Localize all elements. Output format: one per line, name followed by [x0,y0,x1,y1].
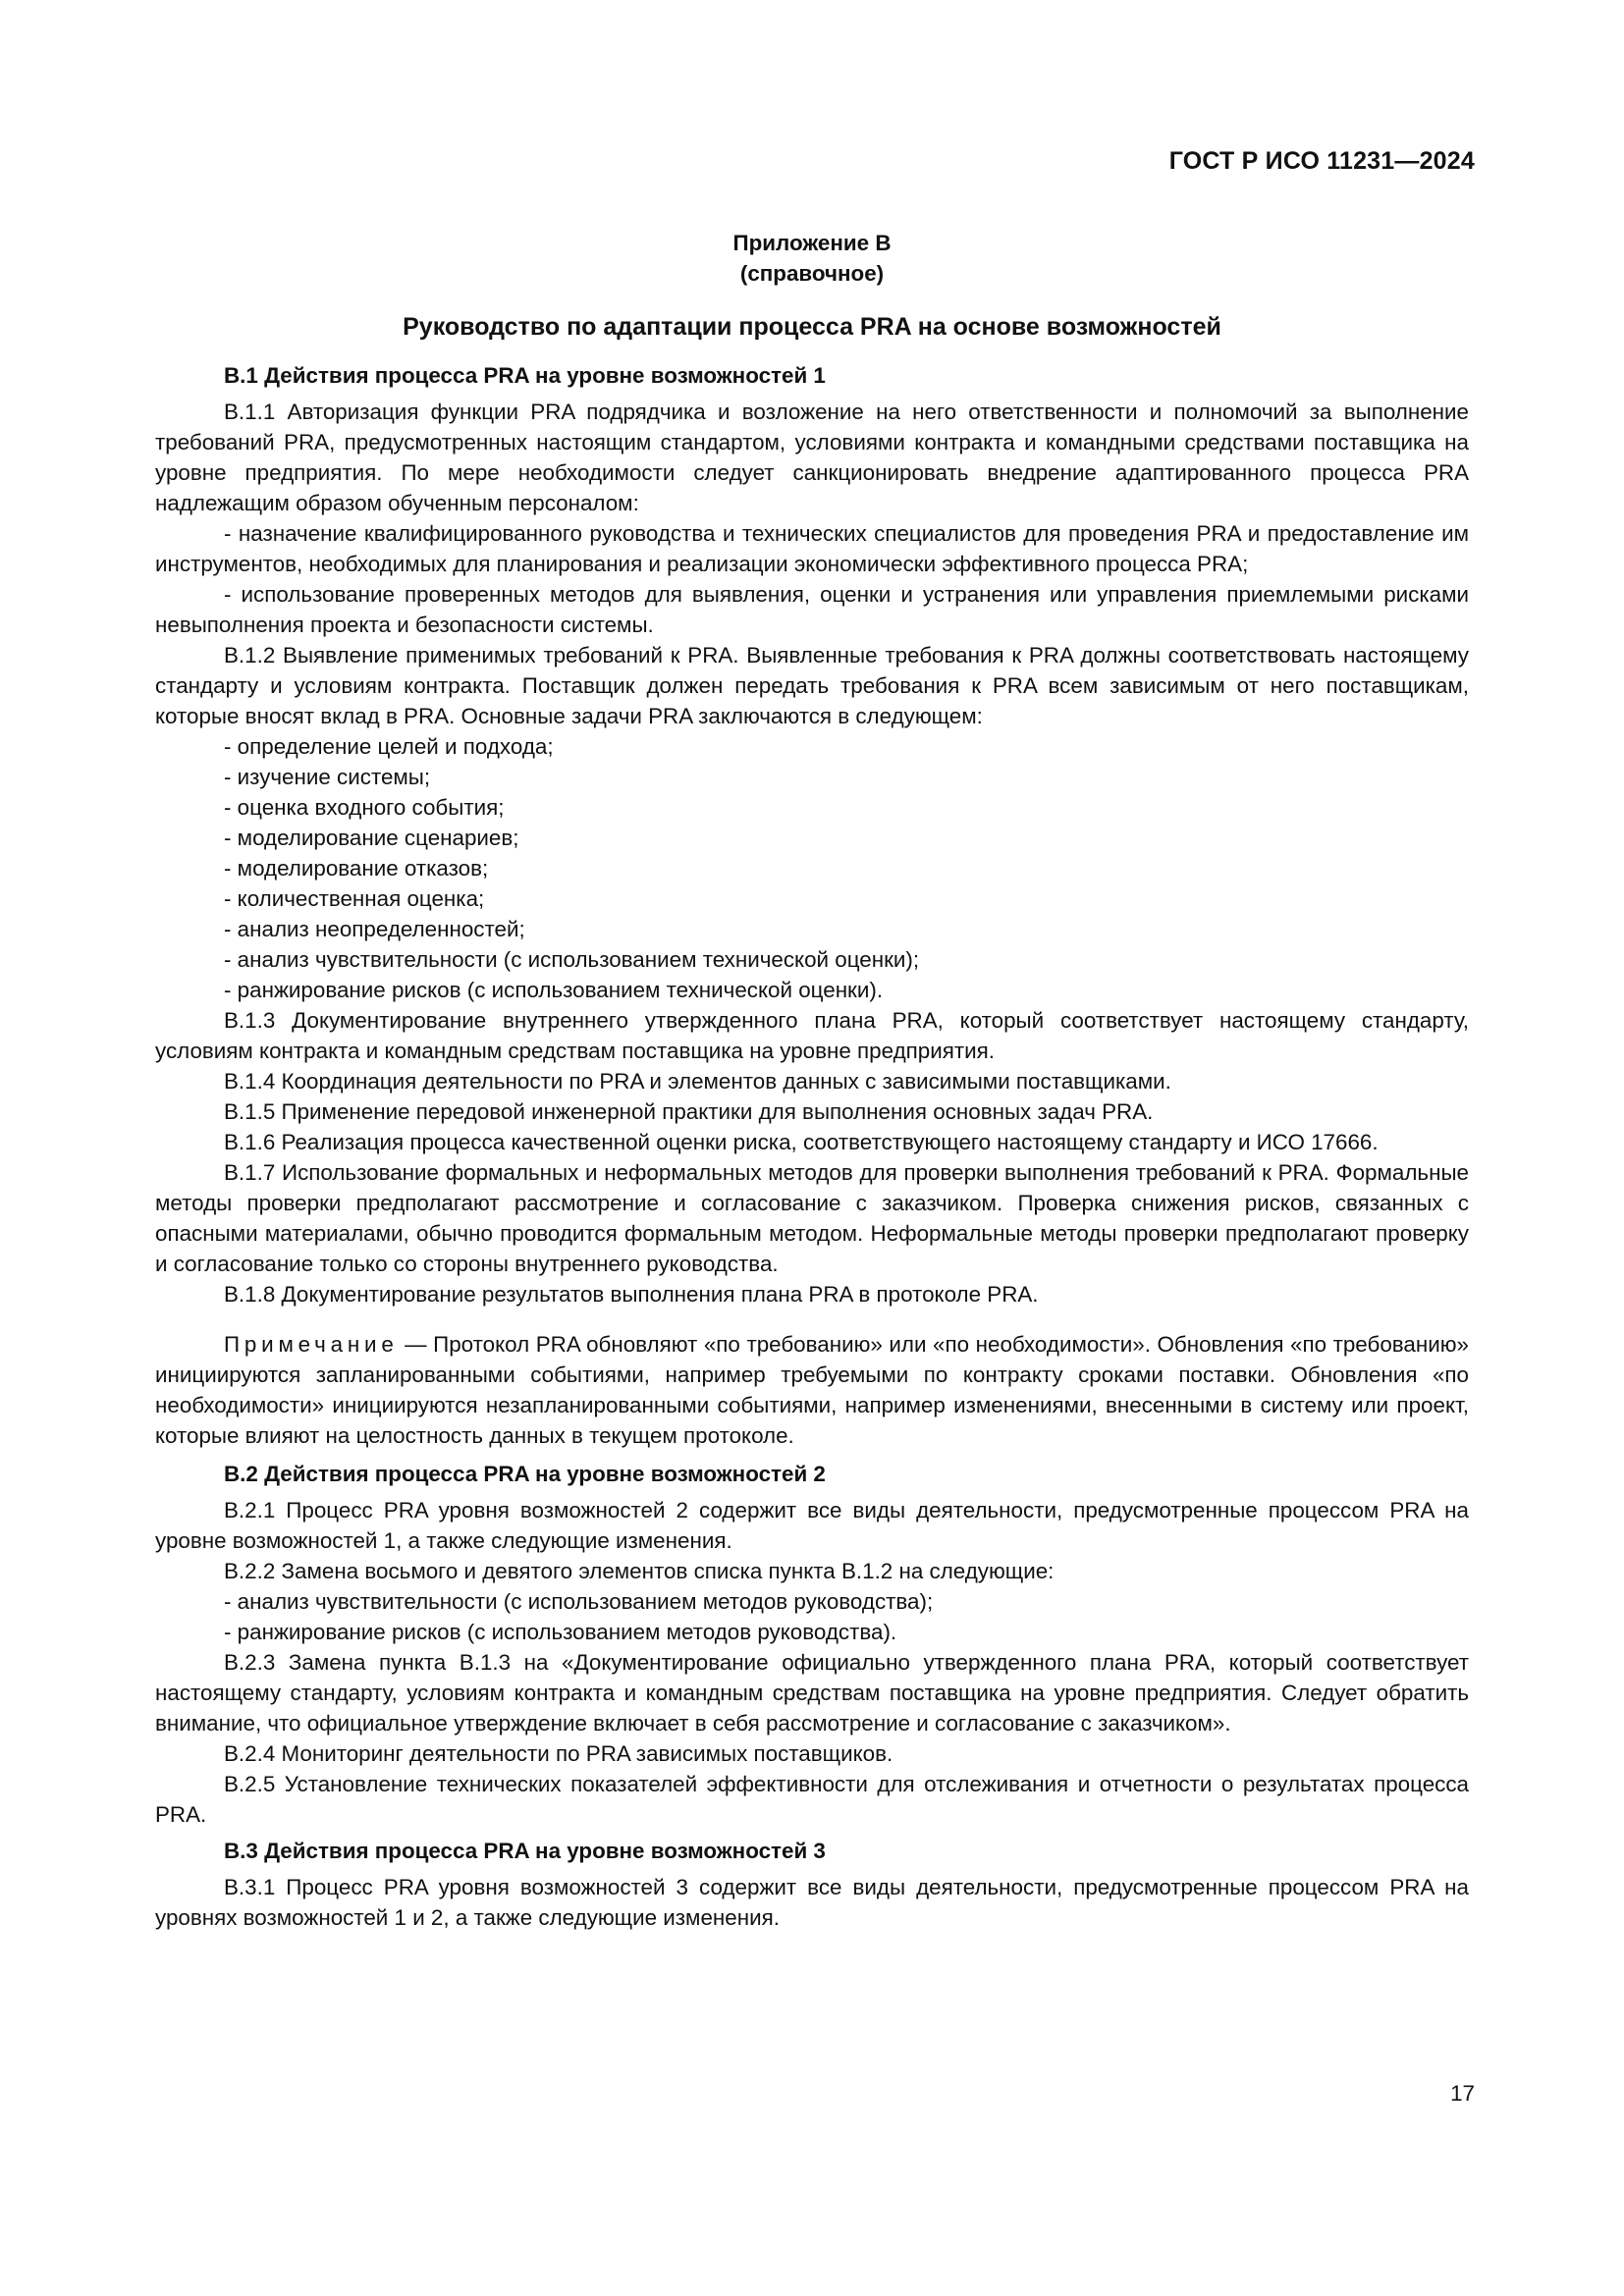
paragraph-b1-8: В.1.8 Документирование результатов выполнения плана PRA в протоколе PRA. [224,1282,1039,1307]
page-body [155,228,1469,1933]
list-item: - ранжирование рисков (с использованием методов руководства). [224,1620,897,1644]
paragraph-b1-5: В.1.5 Применение передовой инженерной практики для выполнения основных задач PRA. [224,1099,1154,1124]
paragraph-b1-4: В.1.4 Координация деятельности по PRA и элементов данных с зависимыми поставщиками. [224,1069,1171,1094]
note-label: Примечание [224,1332,399,1357]
note [155,1329,1469,1451]
paragraph-b1-6: В.1.6 Реализация процесса качественной оценки риска, соответствующего настоящему стандарту и ИСО 17666. [224,1130,1379,1154]
list-item: - назначение квалифицированного руководства и технических специалистов для проведения PRA и предоставление им инструментов, необходимых для планирования и реализации экономически эффективного процесса PRA; [155,521,1469,576]
paragraph-b2-3: В.2.3 Замена пункта В.1.3 на «Документирование официально утвержденного плана PRA, который соответствует настоящему стандарту, условиям контракта и командным средствам поставщика на уровне предприятия. Следует обратить внимание, что официальное утверждение включает в себя рассмотрение и согласование с заказчиком». [155,1650,1469,1735]
section-heading-b1: В.1 Действия процесса PRA на уровне возможностей 1 [224,363,826,388]
note-text: — Протокол PRA обновляют «по требованию» или «по необходимости». Обновления «по требованию» инициируются запланированными событиями, например требуемыми по контракту сроками поставки. Обновления «по необходимости» инициируются незапланированными событиями, например изменениями, внесенными в систему или проект, которые влияют на целостность данных в текущем протоколе. [155,1332,1469,1448]
document-code: ГОСТ Р ИСО 11231—2024 [1168,147,1475,175]
list-item: - использование проверенных методов для выявления, оценки и устранения или управления приемлемыми рисками невыполнения проекта и безопасности системы. [155,582,1469,637]
page-number: 17 [1450,2081,1475,2106]
task-list-item: - моделирование отказов; [224,856,489,881]
paragraph-b1-7: В.1.7 Использование формальных и неформальных методов для проверки выполнения требований к PRA. Формальные методы проверки предполагают рассмотрение и согласование с заказчиком. Проверка снижения рисков, связанных с опасными материалами, обычно проводится формальным методом. Неформальные методы проверки предполагают проверку и согласование только со стороны внутреннего руководства. [155,1160,1469,1276]
task-list-item: - определение целей и подхода; [224,734,554,759]
paragraph-b1-3: В.1.3 Документирование внутреннего утвержденного плана PRA, который соответствует настоящему стандарту, условиям контракта и командным средствам поставщика на уровне предприятия. [155,1008,1469,1063]
section-heading-b3: В.3 Действия процесса PRA на уровне возможностей 3 [224,1839,826,1863]
task-list-item: - анализ неопределенностей; [224,917,525,941]
paragraph-b2-5: В.2.5 Установление технических показателей эффективности для отслеживания и отчетности о результатах процесса PRA. [155,1772,1469,1827]
annex-title: Руководство по адаптации процесса PRA на основе возможностей [403,313,1221,341]
paragraph-b2-4: В.2.4 Мониторинг деятельности по PRA зависимых поставщиков. [224,1741,893,1766]
paragraph-b1-1: В.1.1 Авторизация функции PRA подрядчика и возложение на него ответственности и полномочий за выполнение требований PRA, предусмотренных настоящим стандартом, условиями контракта и командными средствами поставщика на уровне предприятия. По мере необходимости следует санкционировать внедрение адаптированного процесса PRA надлежащим образом обученным персоналом: [155,400,1469,515]
task-list-item: - ранжирование рисков (с использованием технической оценки). [224,978,884,1002]
task-list-item: - оценка входного события; [224,795,505,820]
list-item: - анализ чувствительности (с использованием методов руководства); [224,1589,934,1614]
paragraph-b1-2: В.1.2 Выявление применимых требований к PRA. Выявленные требования к PRA должны соответствовать настоящему стандарту и условиям контракта. Поставщик должен передать требования к PRA всем зависимым от него поставщикам, которые вносят вклад в PRA. Основные задачи PRA заключаются в следующем: [155,643,1469,728]
paragraph-b2-1: В.2.1 Процесс PRA уровня возможностей 2 содержит все виды деятельности, предусмотренные процессом PRA на уровне возможностей 1, а также следующие изменения. [155,1498,1469,1553]
task-list-item: - количественная оценка; [224,886,485,911]
paragraph-b3-1: В.3.1 Процесс PRA уровня возможностей 3 содержит все виды деятельности, предусмотренные процессом PRA на уровнях возможностей 1 и 2, а также следующие изменения. [155,1875,1469,1930]
section-heading-b2: В.2 Действия процесса PRA на уровне возможностей 2 [224,1462,826,1486]
paragraph-b2-2: В.2.2 Замена восьмого и девятого элементов списка пункта В.1.2 на следующие: [224,1559,1055,1583]
task-list-item: - анализ чувствительности (с использованием технической оценки); [224,947,920,972]
task-list-item: - моделирование сценариев; [224,826,519,850]
annex-label: Приложение В [732,231,892,255]
task-list-item: - изучение системы; [224,765,431,789]
annex-type: (справочное) [739,261,885,286]
